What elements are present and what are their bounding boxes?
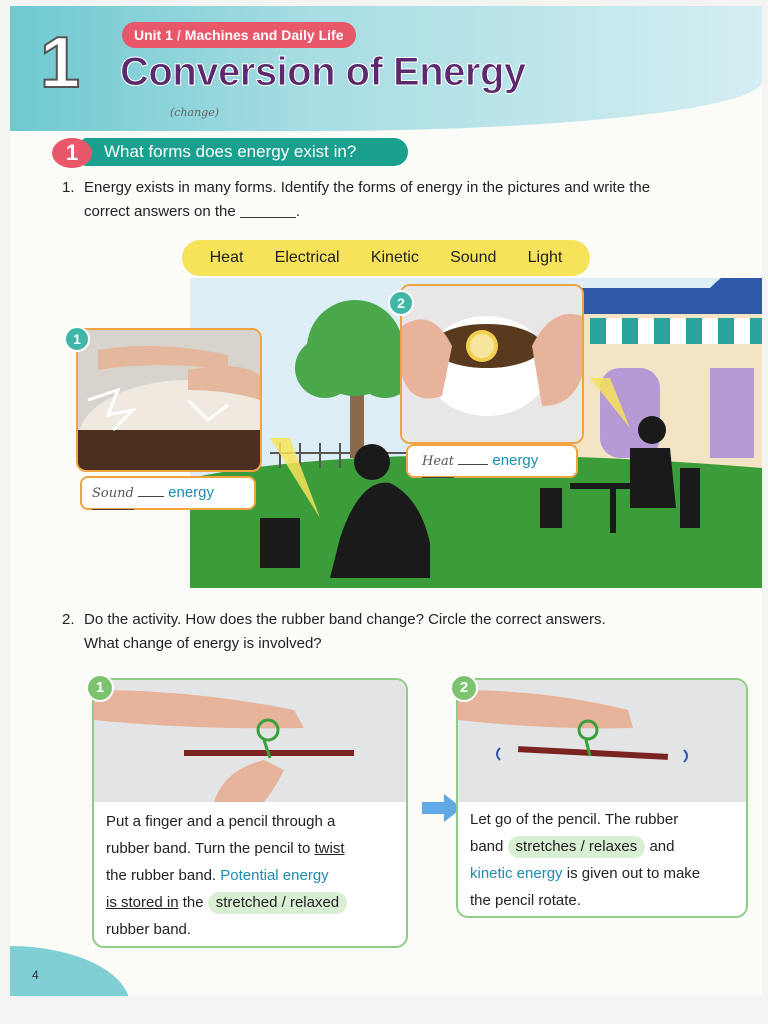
stretched-relaxed-choice[interactable]: stretched / relaxed xyxy=(208,892,347,914)
activity-2-and: and xyxy=(649,838,675,855)
section-number: 1 xyxy=(52,138,92,168)
word-bank-item: Kinetic xyxy=(370,249,419,266)
picture-1-number: 1 xyxy=(64,326,90,352)
title-handwritten-note: (change) xyxy=(170,106,220,119)
picture-2-suffix: energy xyxy=(492,452,539,469)
unit-tag: Unit 1 / Machines and Daily Life xyxy=(122,22,356,48)
activity-1-text xyxy=(106,808,347,943)
activity-2-line3b: is given out to make xyxy=(566,865,701,882)
unit-title: Machines and Daily Life xyxy=(184,27,344,43)
activity-1-photo xyxy=(94,680,406,802)
activity-2-line4: the pencil rotate. xyxy=(470,892,581,909)
activity-1-twist: twist xyxy=(314,840,345,857)
question-2-number: 2. xyxy=(62,611,75,628)
activity-1-line5: rubber band. xyxy=(106,921,192,938)
section-question: What forms does energy exist in? xyxy=(82,138,408,166)
question-1 xyxy=(62,176,742,224)
activity-1-the: the xyxy=(182,894,204,911)
unit-number: 1 xyxy=(40,23,81,103)
activity-2-photo xyxy=(458,680,746,802)
question-1-line2: correct answers on the xyxy=(84,203,236,220)
question-1-line1: Energy exists in many forms. Identify the forms of energy in the pictures and write the xyxy=(84,179,651,196)
tea-photo xyxy=(400,284,584,444)
picture-2-number: 2 xyxy=(388,290,414,316)
page-number: 4 xyxy=(32,968,39,982)
drum-photo xyxy=(76,328,262,472)
activity-1-line3a: the rubber band. xyxy=(106,867,217,884)
activity-1-line2a: rubber band. Turn the pencil to xyxy=(106,840,311,857)
activity-1-line1: Put a finger and a pencil through a xyxy=(106,813,336,830)
word-bank xyxy=(182,240,590,276)
picture-2-answer: Heat xyxy=(422,447,454,478)
question-1-end: . xyxy=(295,203,301,220)
word-bank-item: Sound xyxy=(450,249,497,266)
picture-1-answer: Sound xyxy=(92,479,134,510)
section-banner xyxy=(52,136,408,168)
released-pencil-rotating-image xyxy=(458,680,746,802)
textbook-page xyxy=(10,6,762,996)
kinetic-energy-term: kinetic energy xyxy=(470,865,563,882)
question-1-number: 1. xyxy=(62,179,75,196)
activity-2-line1: Let go of the pencil. The rubber xyxy=(470,811,679,828)
tea-cup-hands-image xyxy=(402,286,582,442)
stretches-relaxes-choice[interactable]: stretches / relaxes xyxy=(508,836,646,858)
question-2-line1: Do the activity. How does the rubber band change? Circle the correct answers. xyxy=(84,611,606,628)
page-number-corner xyxy=(10,946,130,996)
activity-1-stored-in: is stored in xyxy=(106,894,179,911)
page-title: Conversion of Energy xyxy=(120,50,526,94)
word-bank-item: Electrical xyxy=(274,249,340,266)
picture-1-answer-box xyxy=(80,476,256,510)
word-bank-item: Light xyxy=(527,249,563,266)
activity-1-number: 1 xyxy=(86,674,114,702)
question-2 xyxy=(62,608,742,656)
drum-hands-image xyxy=(78,330,260,470)
question-2-line2: What change of energy is involved? xyxy=(84,635,322,652)
activity-2-text xyxy=(470,806,700,914)
unit-label: Unit 1 xyxy=(134,27,173,43)
picture-2-answer-box xyxy=(406,444,578,478)
picture-1-suffix: energy xyxy=(168,484,215,501)
activity-2-line2a: band xyxy=(470,838,504,855)
word-bank-item: Heat xyxy=(209,249,244,266)
activity-2-number: 2 xyxy=(450,674,478,702)
blank-line xyxy=(240,203,296,218)
activity-1-card xyxy=(92,678,408,948)
finger-pencil-rubber-band-image xyxy=(94,680,406,802)
activity-2-card xyxy=(456,678,748,918)
potential-energy-term: Potential energy xyxy=(220,867,329,884)
